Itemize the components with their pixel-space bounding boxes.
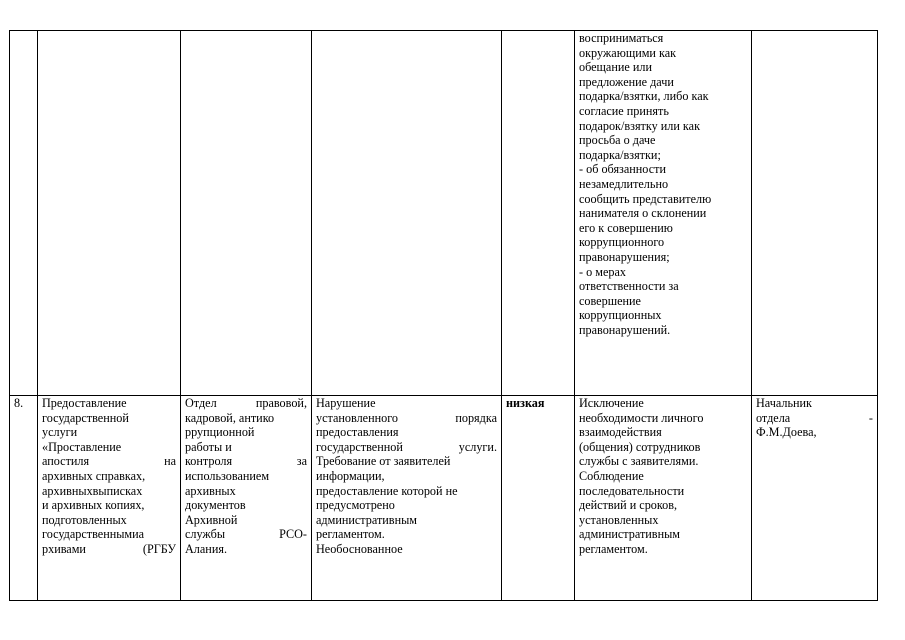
row-number-cell: 8. — [10, 396, 38, 601]
measures-line: подарка/взятки; — [579, 147, 661, 162]
risk-level-cell — [502, 31, 575, 396]
risk-level-cell: низкая — [502, 396, 575, 601]
violation-line: Необоснованное — [316, 541, 403, 556]
department-line: службы РСО- — [185, 527, 307, 542]
violation-line: административным — [316, 512, 417, 527]
measures-line: Исключение — [579, 396, 644, 410]
violation-line: установленного порядка — [316, 410, 497, 425]
measures-cell — [575, 31, 752, 396]
measures-line: установленных — [579, 512, 659, 527]
department-line: архивных — [185, 483, 236, 498]
table-row — [10, 396, 878, 601]
measures-line: коррупционных — [579, 308, 662, 323]
measures-line: правонарушений. — [579, 322, 671, 337]
service-line: и архивных копиях, — [42, 498, 145, 513]
department-line: работы и — [185, 439, 232, 454]
measures-line: предложение дачи — [579, 74, 674, 89]
service-cell — [38, 31, 181, 396]
table-row — [10, 31, 878, 396]
service-line: подготовленных — [42, 512, 127, 527]
service-line: государственной — [42, 410, 129, 425]
measures-line: - об обязанности — [579, 162, 666, 177]
violation-line: Требование от заявителей — [316, 454, 451, 469]
responsible-line: отдела - — [756, 410, 873, 425]
service-line: архивныхвыписках — [42, 483, 143, 498]
violation-cell — [312, 31, 502, 396]
measures-line: регламентом. — [579, 541, 648, 556]
measures-line: Соблюдение — [579, 468, 644, 483]
violation-line: предоставления — [316, 425, 399, 440]
violation-cell — [312, 396, 502, 601]
department-line: ррупционной — [185, 425, 255, 440]
service-line: архивных справках, — [42, 468, 146, 483]
department-cell — [181, 396, 312, 601]
service-line: рхивами (РГБУ — [42, 541, 176, 556]
measures-line: подарка/взятки, либо как — [579, 89, 709, 104]
responsible-cell — [752, 396, 878, 601]
violation-line: информации, — [316, 468, 385, 483]
measures-line: незамедлительно — [579, 176, 669, 191]
measures-line: ответственности за — [579, 279, 679, 294]
violation-line: государственной услуги. — [316, 439, 497, 454]
risk-table — [9, 30, 878, 601]
department-line: Отдел правовой, — [185, 396, 307, 410]
responsible-line: Ф.М.Доева, — [756, 425, 817, 440]
service-line: апостиля на — [42, 454, 176, 469]
measures-line: окружающими как — [579, 45, 677, 60]
service-line: услуги — [42, 425, 78, 440]
measures-line: восприниматься — [579, 31, 664, 45]
measures-line: необходимости личного — [579, 410, 704, 425]
measures-line: сообщить представителю — [579, 191, 712, 206]
measures-line: административным — [579, 527, 680, 542]
measures-line: коррупционного — [579, 235, 665, 250]
service-cell — [38, 396, 181, 601]
violation-line: регламентом. — [316, 527, 385, 542]
responsible-cell — [752, 31, 878, 396]
violation-line: Нарушение — [316, 396, 376, 410]
measures-line: его к совершению — [579, 220, 673, 235]
measures-line: совершение — [579, 293, 641, 308]
measures-line: взаимодействия — [579, 425, 662, 440]
measures-line: нанимателя о склонении — [579, 206, 707, 221]
measures-line: обещание или — [579, 60, 652, 75]
measures-line: просьба о даче — [579, 133, 656, 148]
responsible-line: Начальник — [756, 396, 812, 410]
department-line: документов — [185, 498, 246, 513]
row-number-cell — [10, 31, 38, 396]
department-line: Алания. — [185, 541, 227, 556]
measures-line: согласие принять — [579, 103, 669, 118]
violation-line: предусмотрено — [316, 498, 395, 513]
department-line: кадровой, антико — [185, 410, 275, 425]
measures-line: действий и сроков, — [579, 498, 678, 513]
service-line: государственнымиа — [42, 527, 145, 542]
department-cell — [181, 31, 312, 396]
measures-line: - о мерах — [579, 264, 626, 279]
measures-line: подарок/взятку или как — [579, 118, 700, 133]
measures-line: последовательности — [579, 483, 685, 498]
department-line: контроля за — [185, 454, 307, 469]
measures-line: службы с заявителями. — [579, 454, 699, 469]
service-line: «Проставление — [42, 439, 122, 454]
measures-line: правонарушения; — [579, 249, 670, 264]
measures-line: (общения) сотрудников — [579, 439, 701, 454]
violation-line: предоставление которой не — [316, 483, 458, 498]
measures-cell — [575, 396, 752, 601]
department-line: Архивной — [185, 512, 238, 527]
service-line: Предоставление — [42, 396, 127, 410]
department-line: использованием — [185, 468, 270, 483]
